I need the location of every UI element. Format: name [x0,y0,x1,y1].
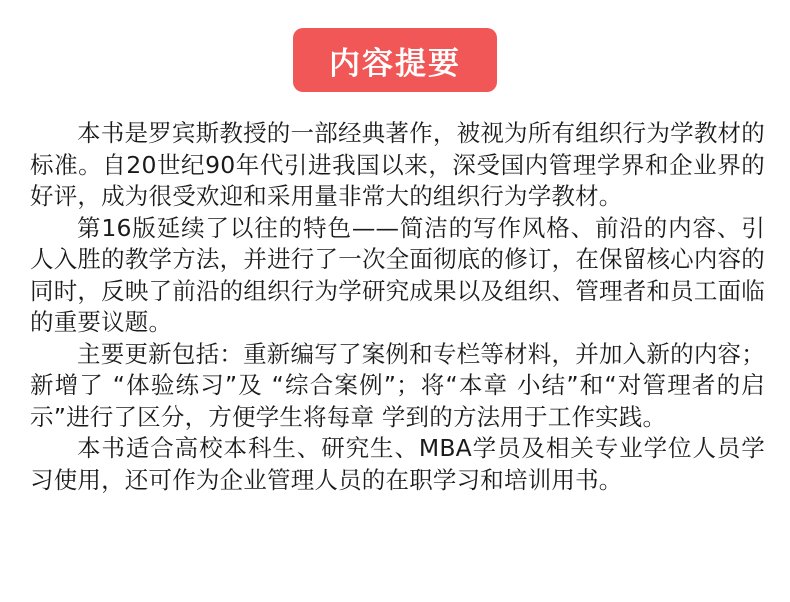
title-container [0,28,790,92]
paragraph-audience: 本书适合高校本科生、研究生、MBA学员及相关专业学位人员学习使用，还可作为企业管理人员的在职学习和培训用书。 [30,434,765,494]
summary-body [30,118,765,496]
paragraph-main-updates: 主要更新包括：重新编写了案例和专栏等材料，并加入新的内容；新增了 “体验练习”及 “综合案例”；将“本章 小结”和“对管理者的启示”进行了区分，方便学生将每章 学到的方法用于工作实践。 [30,339,765,431]
section-title-badge: 内容提要 [293,28,497,92]
paragraph-edition-features: 第16版延续了以往的特色——简洁的写作风格、前沿的内容、引人入胜的教学方法，并进行了一次全面彻底的修订，在保留核心内容的同时，反映了前沿的组织行为学研究成果以及组织、管理者和员工面临的重要议题。 [30,213,765,336]
paragraph-intro: 本书是罗宾斯教授的一部经典著作，被视为所有组织行为学教材的标准。自20世纪90年代引进我国以来，深受国内管理学界和企业界的好评，成为很受欢迎和采用量非常大的组织行为学教材。 [30,119,765,210]
